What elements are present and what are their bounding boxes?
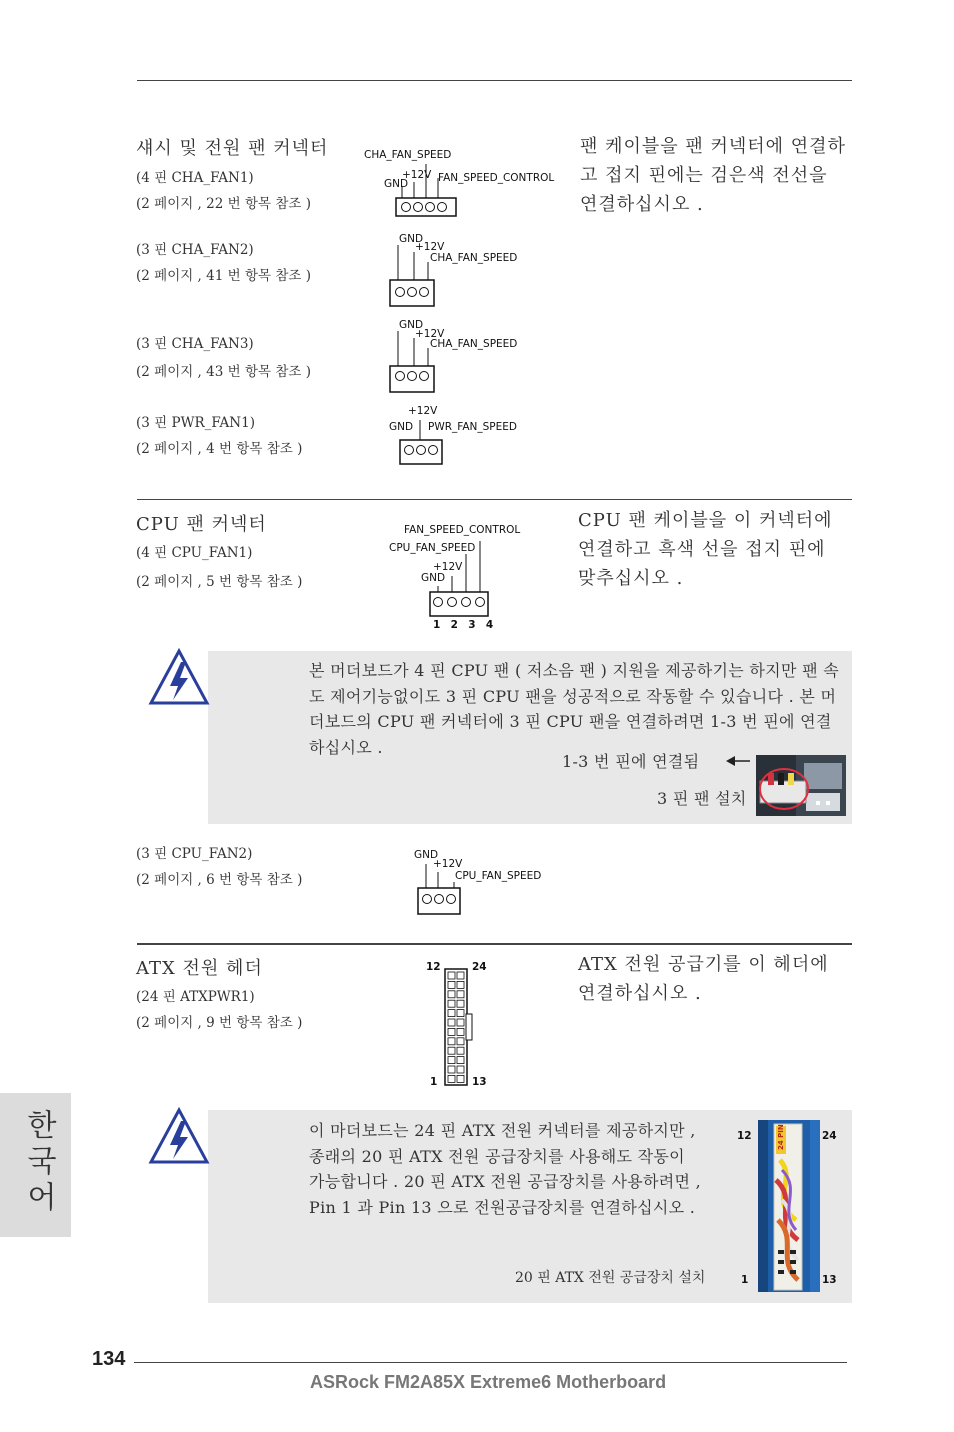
- cpu-fan1-pins: (4 핀 CPU_FAN1): [136, 545, 253, 561]
- warning-icon: [148, 648, 210, 706]
- cha-fan2-ref: (2 페이지 , 41 번 항목 참조 ): [136, 268, 311, 284]
- cpu-fan2-ref: (2 페이지 , 6 번 항목 참조 ): [136, 872, 303, 888]
- cpu-fan1-speed-label: CPU_FAN_SPEED: [389, 542, 476, 554]
- cha-fan2-12v-label: +12V: [415, 241, 445, 253]
- cha-fan3-connector-diagram: [386, 326, 446, 396]
- chassis-fan-description: 팬 케이블을 팬 커넥터에 연결하 고 접지 핀에는 검은색 전선을 연결하십시오 .: [580, 136, 846, 215]
- atx-power-description: ATX 전원 공급기를 이 헤더에 연결하십시오 .: [578, 954, 829, 1004]
- cha-fan1-ref: (2 페이지 , 22 번 항목 참조 ): [136, 196, 311, 212]
- atx-note-text: 이 마더보드는 24 핀 ATX 전원 커넥터를 제공하지만 , 종래의 20 핀 ATX 전원 공급장치를 사용해도 작동이 가능합니다 . 20 핀 ATX 전원 공급장치를 사용하려면 , Pin 1 과 Pin 13 으로 전원공급장치를 연결하십시오 .: [309, 1121, 702, 1217]
- pwr-fan1-ref: (2 페이지 , 4 번 항목 참조 ): [136, 441, 303, 457]
- cha-fan3-ref: (2 페이지 , 43 번 항목 참조 ): [136, 364, 311, 380]
- cpu-fan2-12v-label: +12V: [433, 858, 463, 870]
- chassis-fan-title: 섀시 및 전원 팬 커넥터: [136, 138, 329, 159]
- section-rule-atx: [137, 943, 852, 945]
- atx-pin-24-label: 24: [472, 961, 487, 973]
- cha-fan1-pins: (4 핀 CHA_FAN1): [136, 170, 254, 186]
- cha-fan1-control-label: FAN_SPEED_CONTROL: [438, 172, 555, 184]
- footer-title: ASRock FM2A85X Extreme6 Motherboard: [310, 1372, 667, 1392]
- cha-fan3-speed-label: CHA_FAN_SPEED: [430, 338, 518, 350]
- cha-fan1-12v-label: +12V: [402, 169, 432, 181]
- cha-fan2-gnd-label: GND: [399, 233, 424, 245]
- cha-fan3-pins: (3 핀 CHA_FAN3): [136, 336, 254, 352]
- cha-fan1-speed-label: CHA_FAN_SPEED: [364, 149, 452, 161]
- atx-power-photo: [758, 1120, 820, 1292]
- pwr-fan1-12v-label: +12V: [408, 405, 438, 417]
- cpu-fan2-connector-diagram: [412, 860, 468, 918]
- cpu-fan1-pin-numbers: 1 2 3 4: [433, 619, 495, 631]
- cpu-fan2-speed-label: CPU_FAN_SPEED: [455, 870, 542, 882]
- arrow-left-icon: [724, 754, 752, 768]
- cpu-fan-title: CPU 팬 커넥터: [136, 514, 267, 535]
- atx-24pin-connector-diagram: [442, 966, 476, 1090]
- atx-photo-pin-1-label: 1: [741, 1274, 749, 1286]
- pwr-fan1-gnd-label: GND: [389, 421, 414, 433]
- atx-pin-1-label: 1: [430, 1076, 438, 1088]
- cpu-fan1-connector-diagram: [424, 536, 494, 620]
- cpu-fan-note-text: 본 머더보드가 4 핀 CPU 팬 ( 저소음 팬 ) 지원을 제공하기는 하지만 팬 속 도 제어기능없이도 3 핀 CPU 팬을 성공적으로 작동할 수 있습니다 . 본 머 더보드의 CPU 팬 커넥터에 3 핀 CPU 팬을 연결하려면 1-3 번 핀에 연결 하십시오 .: [309, 661, 839, 757]
- cpu-fan2-pins: (3 핀 CPU_FAN2): [136, 846, 253, 862]
- language-side-tab: [0, 1093, 71, 1237]
- footer-rule: [134, 1362, 847, 1363]
- atx-power-pins: (24 핀 ATXPWR1): [136, 989, 255, 1005]
- page-number: 134: [92, 1348, 126, 1370]
- top-rule: [137, 80, 852, 81]
- cpu-fan1-gnd-label: GND: [421, 572, 446, 584]
- atx-power-ref: (2 페이지 , 9 번 항목 참조 ): [136, 1015, 303, 1031]
- cpu-fan-description: CPU 팬 케이블을 이 커넥터에 연결하고 흑색 선을 접지 핀에 맞추십시오 .: [578, 510, 833, 589]
- cha-fan3-12v-label: +12V: [415, 328, 445, 340]
- cpu-fan-photo: [756, 755, 846, 816]
- cha-fan2-pins: (3 핀 CHA_FAN2): [136, 242, 254, 258]
- cpu-fan1-12v-label: +12V: [433, 561, 463, 573]
- pwr-fan1-speed-label: PWR_FAN_SPEED: [428, 421, 517, 433]
- cpu-caption-install: 3 핀 팬 설치: [657, 789, 747, 808]
- atx-caption: 20 핀 ATX 전원 공급장치 설치: [515, 1270, 706, 1286]
- cpu-caption-connect: 1-3 번 핀에 연결됨: [562, 752, 700, 771]
- atx-photo-24pin-text: 24 PIN: [777, 1124, 785, 1150]
- cha-fan2-speed-label: CHA_FAN_SPEED: [430, 252, 518, 264]
- cha-fan1-connector-diagram: [390, 160, 465, 220]
- cpu-fan2-gnd-label: GND: [414, 849, 439, 861]
- pwr-fan1-connector-diagram: [396, 418, 448, 468]
- side-tab-label: 한국어: [21, 1109, 56, 1217]
- atx-power-title: ATX 전원 헤더: [136, 958, 263, 979]
- cpu-fan1-ref: (2 페이지 , 5 번 항목 참조 ): [136, 574, 303, 590]
- section-rule-cpu: [137, 499, 852, 500]
- cpu-fan1-control-label: FAN_SPEED_CONTROL: [404, 524, 521, 536]
- atx-photo-pin-12-label: 12: [737, 1130, 752, 1142]
- cha-fan1-gnd-label: GND: [384, 178, 409, 190]
- atx-photo-pin-24-label: 24: [822, 1130, 837, 1142]
- cha-fan2-connector-diagram: [386, 240, 446, 310]
- warning-icon: [148, 1107, 210, 1165]
- atx-photo-pin-13-label: 13: [822, 1274, 837, 1286]
- pwr-fan1-pins: (3 핀 PWR_FAN1): [136, 415, 255, 431]
- atx-pin-12-label: 12: [426, 961, 441, 973]
- cha-fan3-gnd-label: GND: [399, 319, 424, 331]
- atx-pin-13-label: 13: [472, 1076, 487, 1088]
